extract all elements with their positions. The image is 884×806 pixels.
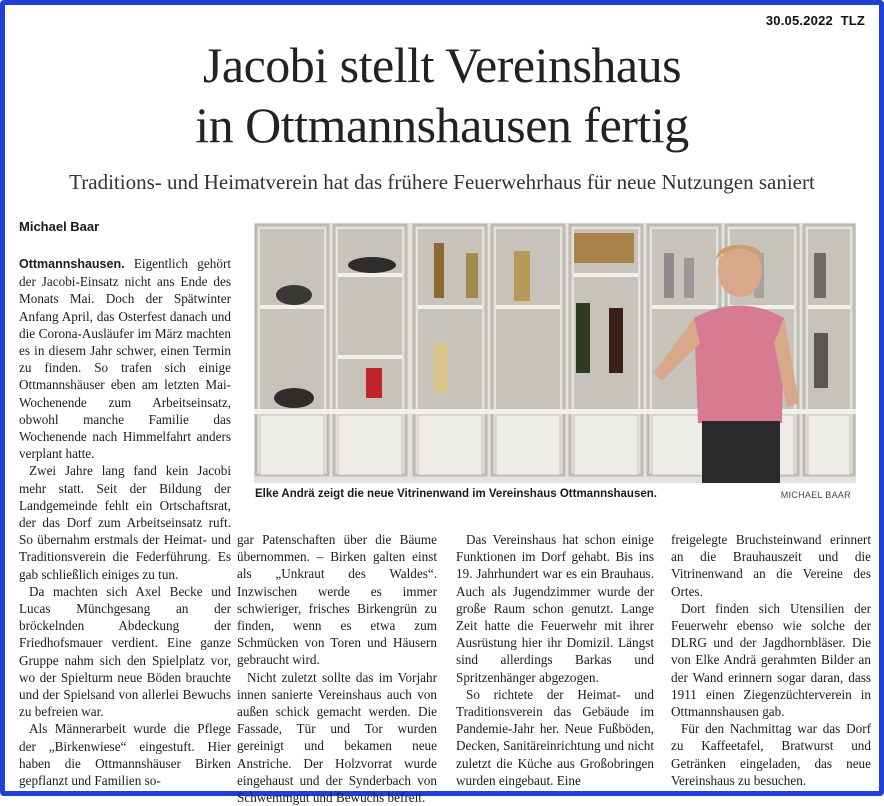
paragraph: Zwei Jahre lang fand kein Jacobi mehr statt. Seit der Bildung der Landgemeinde fehlt ein Ortschaftsrat, der das Dorf zum Arbeitseinsatz ruft. So übernahm erstmals der Heimat- und Traditionsverein die Federführung. Es gab schließlich einiges zu tun. (19, 463, 231, 582)
paragraph: Dort finden sich Utensilien der Feuerwehr ebenso wie solche der DLRG und der Jagdhornbläser. Die von Elke Andrä gerahmten Bilder an der Wand erinnern sogar daran, dass 1911 einen Ziegenzüchterverein in Ottmannshausen gab. (671, 600, 871, 720)
article-column-3 (456, 531, 654, 789)
headline-line-1: Jacobi stellt Vereinshaus (202, 37, 682, 93)
headline (5, 35, 879, 155)
paragraph: So richtete der Heimat- und Traditionsverein das Gebäude im Pandemie-Jahr her. Neue Fußböden, Decken, Sanitäreinrichtung und nicht zuletzt die Küche aus Großobringen wurden eingebaut. Eine (456, 686, 654, 788)
article-column-2 (237, 531, 437, 806)
photo-caption: Elke Andrä zeigt die neue Vitrinenwand im Vereinshaus Ottmannshausen. (255, 488, 657, 500)
article-column-1 (19, 255, 231, 789)
paragraph: Da machten sich Axel Becke und Lucas Münchgesang an der bröckelnden Abdeckung der Friedhofsmauer verdient. Eine ganze Gruppe nahm sich den Spielplatz vor, wo der Spielturm neue Böden brauchte und der Spielsand von allerlei Bewuchs zu befreien war. (19, 583, 231, 720)
paragraph: Als Männerarbeit wurde die Pflege der „Birkenwiese“ eingestuft. Hier haben die Ottmannshäuser Birken gepflanzt und Familien so- (19, 721, 231, 789)
author-byline: Michael Baar (19, 219, 100, 234)
paragraph: freigelegte Bruchsteinwand erinnert an die Brauhauszeit und die Vitrinenwand an die Vereine des Ortes. (671, 532, 871, 599)
subheadline: Traditions- und Heimatverein hat das frühere Feuerwehrhaus für neue Nutzungen saniert (69, 170, 815, 194)
paragraph: Das Vereinshaus hat schon einige Funktionen im Dorf gehabt. Bis ins 19. Jahrhundert war es ein Brauhaus. Auch als Jugendzimmer wurde der große Raum schon genutzt. Lange Zeit hatte die Feuerwehr mit ihrer Ausrüstung hier ihr Domizil. Längst sind allerdings Barkas und Spritzenhänger abgezogen. (456, 532, 654, 685)
article-photo (254, 223, 856, 483)
paragraph: gar Patenschaften über die Bäume übernommen. – Birken galten einst als „Unkraut des Waldes“. Inzwischen werde es immer schwieriger, frisches Birkengrün zu finden, wenn es etwa zum Schmücken von Toren und Häusern gebraucht wird. (237, 532, 437, 668)
issue-date: 30.05.2022 (765, 13, 833, 28)
source-name: TLZ (840, 13, 865, 28)
issue-dateline (766, 13, 865, 28)
paragraph: Ottmannshausen. Eigentlich gehört der Jacobi-Einsatz nicht ans Ende des Monats Mai. Doch der Spätwinter Anfang April, das Osterfest danach und die Corona-Ausläufer im März machten es in diesem Jahr schwer, einen Termin zu finden. So trafen sich einige Ottmannshäuser eben am letzten Mai-Wochenende zum Arbeitseinsatz, obwohl manche Familie das Wochenende nach Himmelfahrt anders verplant hatte. (19, 256, 231, 462)
photo-credit: MICHAEL BAAR (780, 490, 851, 500)
paragraph: Für den Nachmittag war das Dorf zu Kaffeetafel, Bratwurst und Getränken eingeladen, das neue Vereinshaus zu besuchen. (671, 721, 871, 788)
dateline-city: Ottmannshausen. (19, 257, 125, 271)
article-column-4 (671, 531, 871, 789)
vitrine-photo-illustration (254, 223, 856, 483)
paragraph: Nicht zuletzt sollte das im Vorjahr innen sanierte Vereinshaus auch von außen schick gemacht werden. Die Fassade, Tür und Tor wurden gereinigt und bekamen neue Anstriche. Der Holzvorrat wurde eingehaust und der Synderbach von Schwemmgut und Bewuchs befreit. (237, 669, 437, 806)
headline-line-2: in Ottmannshausen fertig (195, 97, 689, 153)
